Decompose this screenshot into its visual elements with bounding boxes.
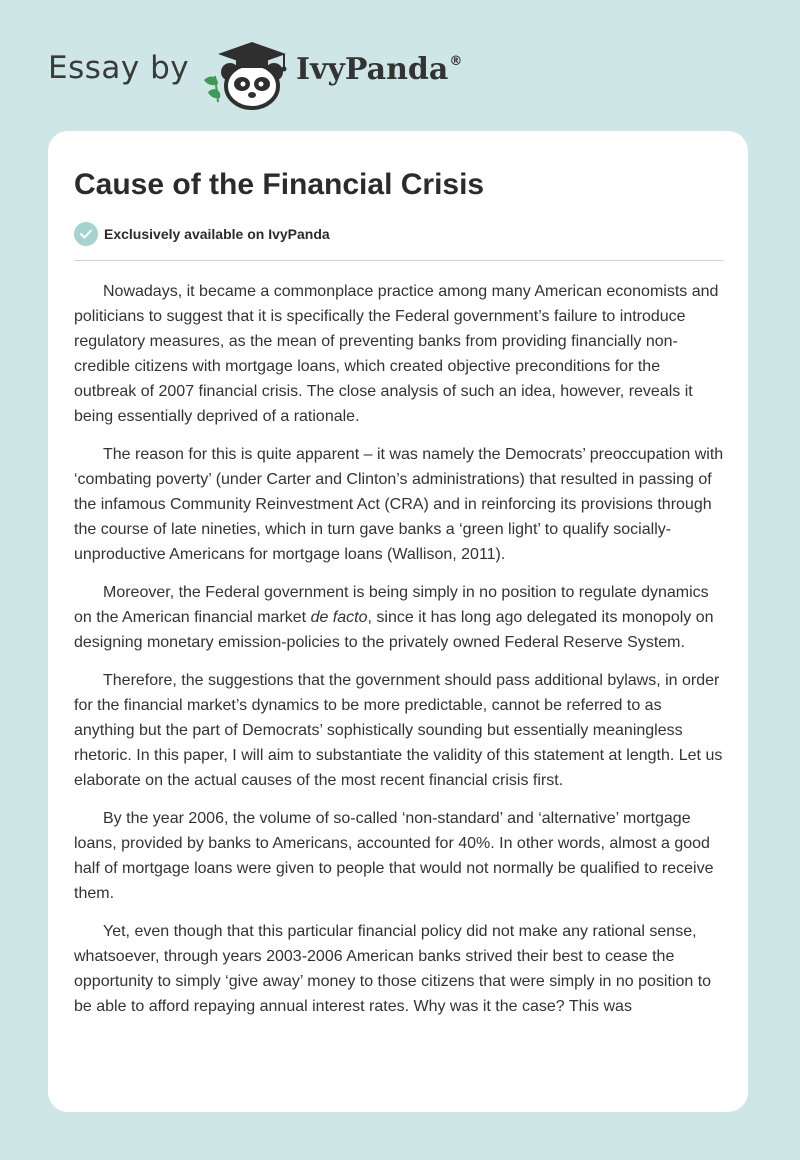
paragraph: Nowadays, it became a commonplace practice among many American economists and politicians to suggest that it is specifically the Federal government’s failure to introduce regulatory measures, as the mean of preventing banks from providing financially non-credible citizens with mortgage loans, which created objective preconditions for the outbreak of 2007 financial crisis. The close analysis of such an idea, however, reveals it being essentially deprived of a rationale.: [74, 283, 719, 425]
italic-term: de facto: [310, 609, 368, 626]
paragraph: By the year 2006, the volume of so-called ‘non-standard’ and ‘alternative’ mortgage loans, provided by banks to Americans, accounted for 40%. In other words, almost a good half of mortgage loans were given to people that would not normally be qualified to receive them.: [74, 810, 714, 902]
site-header: [0, 0, 800, 130]
page-title: Cause of the Financial Crisis: [74, 168, 485, 201]
essay-card: [48, 131, 748, 1112]
paragraph-text: , since it has long ago delegated its monopoly on designing monetary emission-policies to the privately owned Federal Reserve System.: [74, 609, 714, 651]
registered-mark: ®: [449, 54, 463, 69]
divider: [74, 260, 724, 261]
brand-logo-text[interactable]: [296, 52, 462, 87]
brand-name: IvyPanda: [296, 52, 449, 87]
paragraph: [74, 580, 726, 655]
article-body: [74, 279, 726, 1032]
exclusive-badge: [74, 222, 330, 246]
paragraph: Therefore, the suggestions that the government should pass additional bylaws, in order for the financial market’s dynamics to be more predictable, cannot be referred to as anything but the part of Democrats’ sophistically sounding but essentially meaningless rhetoric. In this paper, I will aim to substantiate the validity of this statement at length. Let us elaborate on the actual causes of the most recent financial crisis first.: [74, 672, 723, 789]
paragraph: The reason for this is quite apparent – it was namely the Democrats’ preoccupation with ‘combating poverty’ (under Carter and Clinton’s administrations) that resulted in passing of the infamous Community Reinvestment Act (CRA) and in reinforcing its provisions through the course of late nineties, which in turn gave banks a ‘green light’ to qualify socially-unproductive Americans for mortgage loans (Wallison, 2011).: [74, 446, 724, 563]
paragraph-text: Moreover, the Federal government is being simply in no position to regulate dynamics on the American financial market: [74, 584, 709, 626]
essay-by-label: Essay by: [48, 50, 190, 86]
paragraph: Yet, even though that this particular financial policy did not make any rational sense, whatsoever, through years 2003-2006 American banks strived their best to cease the opportunity to simply ‘give away’ money to those citizens that were simply in no position to be able to afford repaying annual interest rates. Why was it the case? This was: [74, 923, 712, 1015]
panda-graduation-cap-icon[interactable]: [200, 36, 292, 110]
badge-label: Exclusively available on IvyPanda: [104, 226, 330, 242]
check-icon: [74, 222, 98, 246]
